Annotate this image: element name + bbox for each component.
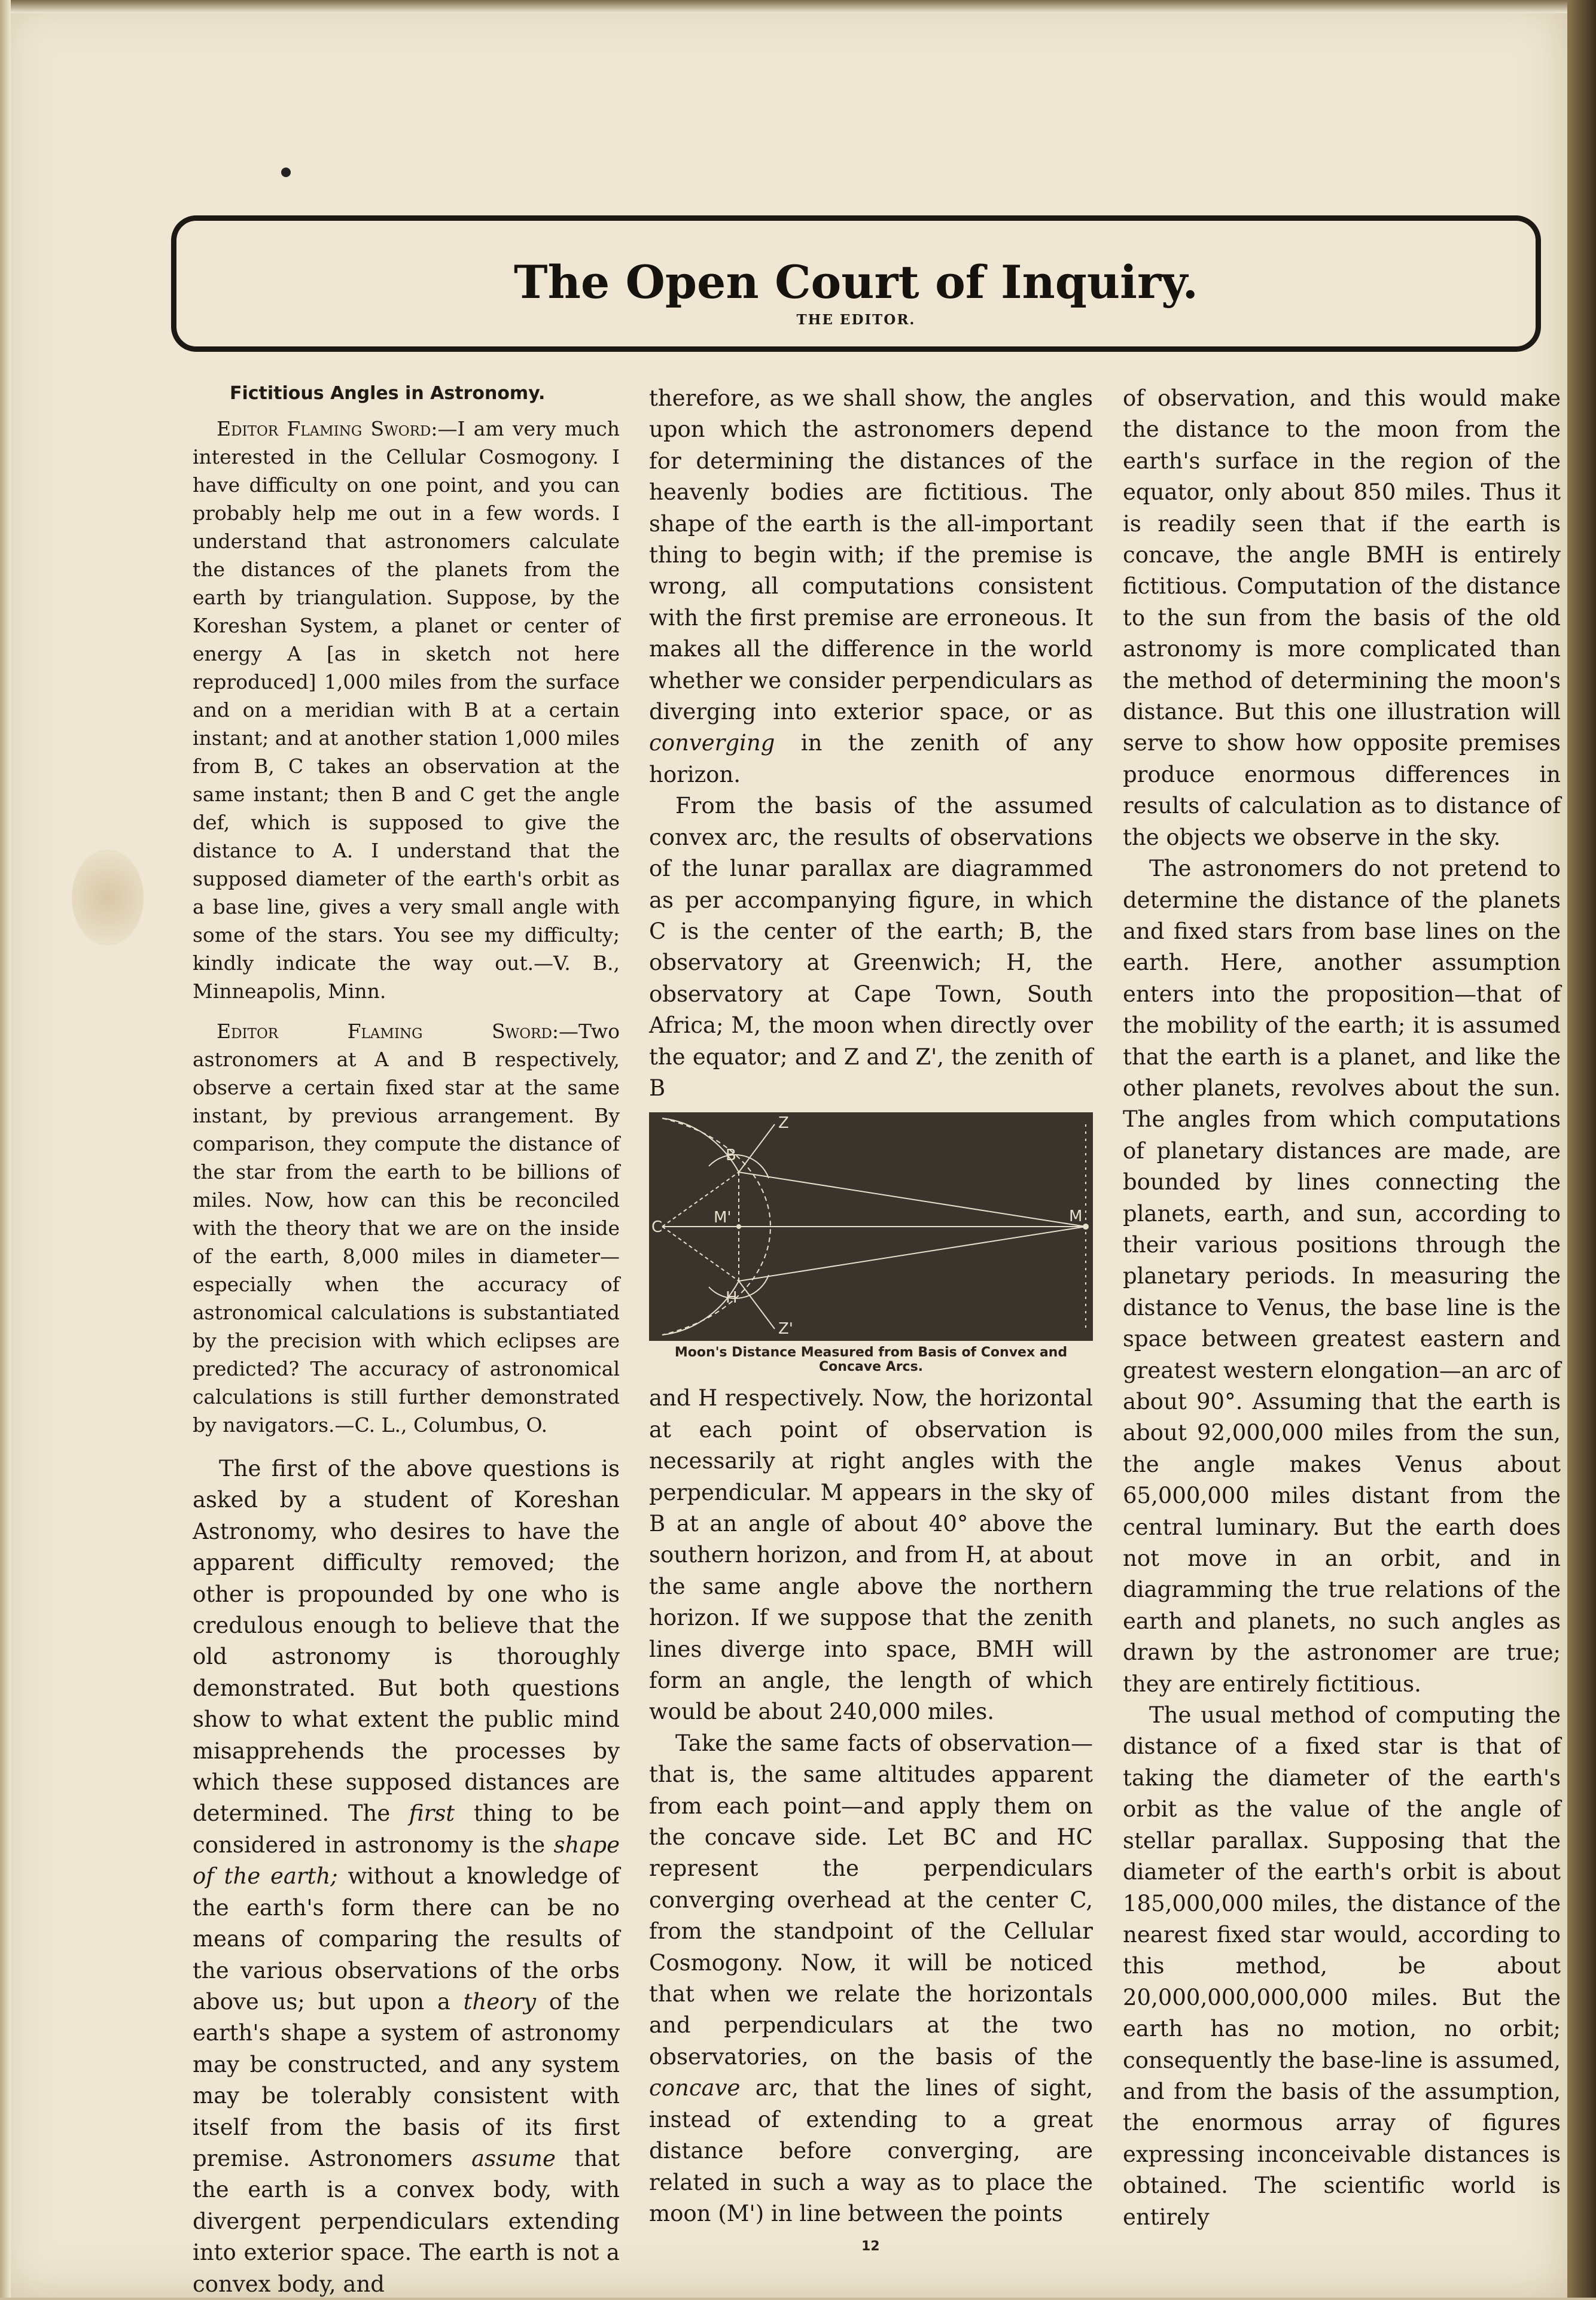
header-frame <box>171 215 1541 352</box>
label-z: Z <box>778 1114 789 1133</box>
italic-run: theory <box>463 1988 537 2015</box>
text-run: of the earth's shape a system of astronomy may be constructed, and any system may be tolerably consistent with itself from the basis of its first premise. Astronomers <box>193 1988 620 2171</box>
column-3-paragraph-1: of observation, and this would make the distance to the moon from the earth's surface in the region of the equator, only about 850 miles. Thus it is readily seen that if the earth is concave, the angle BMH is entirely fictitious. Computation of the distance to the sun from the basis of the old astronomy is more complicated than the method of determining the moon's distance. But this one illustration will serve to show how opposite premises produce enormous differences in results of calculation as to distance of the objects we observe in the sky. <box>1123 385 1561 850</box>
italic-run: concave <box>649 2075 741 2101</box>
text-run: thing to be considered in astronomy is the <box>193 1800 620 1858</box>
page-number: 12 <box>861 2239 880 2254</box>
italic-run: first <box>409 1800 455 1827</box>
label-c: C <box>651 1218 663 1237</box>
letter-1 <box>193 415 620 1005</box>
column-2-paragraph-1 <box>649 383 1093 790</box>
column-2 <box>649 383 1093 2229</box>
article-heading: Fictitious Angles in Astronomy. <box>230 383 546 404</box>
text-run: Take the same facts of observation—that is, the same altitudes apparent from each point—and apply them on the concave side. Let BC and HC represent the perpendiculars converging overhead at the center C, from the standpoint of the Cellular Cosmogony. Now, it will be noticed that when we relate the horizontals and perpendiculars at the two observatories, on the basis of the <box>649 1730 1093 2070</box>
label-m-prime: M' <box>714 1209 732 1227</box>
letter-1-salutation: Editor Flaming Sword: <box>217 417 438 440</box>
label-b: B <box>726 1146 736 1165</box>
italic-run: assume <box>471 2145 556 2171</box>
page-top-edge <box>0 0 1567 13</box>
text-run: that the earth is a convex body, with divergent perpendiculars extending into exterior space. The earth is not a convex body, and <box>193 2145 620 2297</box>
byline: THE EDITOR. <box>796 312 916 328</box>
text-run: The first of the above questions is asked by a student of Koreshan Astronomy, who desires to have the apparent difficulty removed; the other is propounded by one who is credulous enough to believe that the old astronomy is thoroughly demonstrated. But both questions show to what extent the public mind misapprehends the processes by which these supposed distances are determined. The <box>193 1456 620 1827</box>
column-2-paragraph-4 <box>649 1728 1093 2230</box>
column-3 <box>1123 383 1561 2233</box>
label-m: M <box>1069 1207 1083 1226</box>
page-left-edge <box>0 0 11 2298</box>
letter-1-text: —I am very much interested in the Cellular Cosmogony. I have difficulty on one point, and you can probably help me out in a few words. I understand that astronomers calculate the distances of the planets from the earth by triangulation. Suppose, by the Koreshan System, a planet or center of energy A [as in sketch not here reproduced] 1,000 miles from the surface and on a meridian with B at a certain instant; and at another station 1,000 miles from B, C takes an observation at the same instant; then B and C get the angle def, which is supposed to give the distance to A. I understand that the supposed diameter of the earth's orbit as a base line, gives a very small angle with some of the stars. You see my difficulty; kindly indicate the way out.—V. B., Minneapolis, Minn. <box>193 417 620 1003</box>
book-spine <box>1567 0 1596 2298</box>
italic-run: shape of the earth; <box>193 1832 620 1890</box>
column-2-paragraph-2: From the basis of the assumed convex arc, the results of observations of the lunar parallax are diagrammed as per accompanying figure, in which C is the center of the earth; B, the observatory at Greenwich; H, the observatory at Cape Town, South Africa; M, the moon when directly over the equator; and Z and Z', the zenith of B <box>649 793 1093 1101</box>
text-run: in the zenith of any horizon. <box>649 730 1093 787</box>
page-title: The Open Court of Inquiry. <box>514 255 1198 309</box>
text-run: arc, that the lines of sight, instead of extending to a great distance before converging, are related in such a way as to place the moon (M') in line between the points <box>649 2075 1093 2226</box>
column-2-paragraph-3: and H respectively. Now, the horizontal at each point of observation is necessarily at right angles with the perpendicular. M appears in the sky of B at an angle of about 40° above the southern horizon, and from H, at about the same angle above the northern horizon. If we suppose that the zenith lines diverge into space, BMH will form an angle, the length of which would be about 240,000 miles. <box>649 1385 1093 1725</box>
letter-2-salutation: Editor Flaming Sword: <box>217 1020 559 1043</box>
text-run: therefore, as we shall show, the angles upon which the astronomers depend for determining the distances of the heavenly bodies are fictitious. The shape of the earth is the all-important thing to begin with; if the premise is wrong, all computations consistent with the first premise are erroneous. It makes all the difference in the world whether we consider perpendiculars as diverging into exterior space, or as <box>649 385 1093 725</box>
text-run: without a knowledge of the earth's form there can be no means of comparing the results of the various observations of the orbs above us; but upon a <box>193 1863 620 2015</box>
label-z-prime: Z' <box>778 1320 793 1338</box>
moon-distance-figure <box>649 1112 1093 1374</box>
column-1 <box>193 383 620 2300</box>
paper-stain <box>72 850 144 945</box>
letter-2 <box>193 1017 620 1439</box>
moon-point-m <box>1083 1224 1089 1230</box>
moon-distance-diagram <box>649 1112 1093 1341</box>
ink-dot <box>281 168 291 177</box>
italic-run: converging <box>649 730 775 756</box>
figure-caption: Moon's Distance Measured from Basis of Convex and Concave Arcs. <box>674 1345 1068 1375</box>
column-3-paragraph-3: The usual method of computing the distance of a fixed star is that of taking the diameter of the earth's orbit as the value of the angle of stellar parallax. Supposing that the diameter of the earth's orbit is about 185,000,000 miles, the distance of the nearest fixed star would, according to this method, be about 20,000,000,000,000 miles. But the earth has no motion, no orbit; consequently the base-line is assumed, and from the basis of the assumption, the enormous array of figures expressing inconceivable distances is obtained. The scientific world is entirely <box>1123 1702 1561 2230</box>
moon-point-m-prime <box>736 1224 741 1229</box>
letter-2-text: —Two astronomers at A and B respectively, observe a certain fixed star at the same instant, by previous arrangement. By comparison, they compute the distance of the star from the earth to be billions of miles. Now, how can this be reconciled with the theory that we are on the inside of the earth, 8,000 miles in diameter—especially when the accuracy of astronomical calculations is substantiated by the precision with which eclipses are predicted? The accuracy of astronomical calculations is still further demonstrated by navigators.—C. L., Columbus, O. <box>193 1020 620 1437</box>
label-h: H <box>726 1289 738 1307</box>
column-3-paragraph-2: The astronomers do not pretend to determine the distance of the planets and fixed stars from base lines on the earth. Here, another assumption enters into the proposition—that of the mobility of the earth; it is assumed that the earth is a planet, and like the other planets, revolves about the sun. The angles from which computations of planetary distances are made, are bounded by lines connecting the planets, earth, and sun, according to their various positions through the planetary periods. In measuring the distance to Venus, the base line is the space between greatest eastern and greatest western elongation—an arc of about 90°. Assuming that the earth is about 92,000,000 miles from the sun, the angle makes Venus about 65,000,000 miles distant from the central luminary. But the earth does not move in an orbit, and in diagramming the true relations of the earth and planets, no such angles as drawn by the astronomer are true; they are entirely fictitious. <box>1123 856 1561 1697</box>
reply-paragraph-1 <box>193 1453 620 2300</box>
